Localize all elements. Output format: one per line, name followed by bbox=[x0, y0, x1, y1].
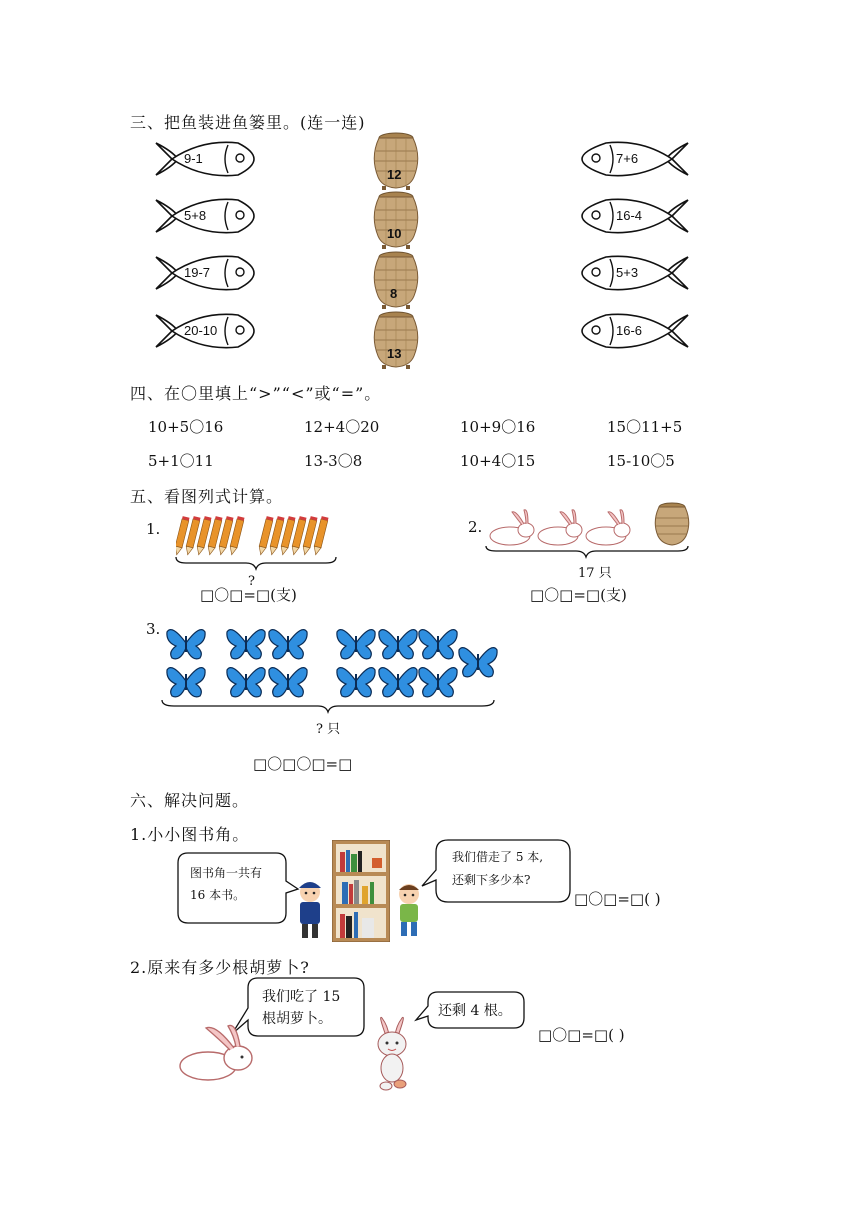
question-mark: ? bbox=[248, 574, 255, 589]
basket-number: 8 bbox=[390, 286, 398, 301]
section5-title: 五、看图列式计算。 bbox=[130, 487, 284, 506]
butterfly-icons bbox=[164, 624, 504, 702]
fish-right-3[interactable] bbox=[580, 251, 692, 295]
problem-number: 3. bbox=[146, 620, 161, 638]
basket-3[interactable] bbox=[370, 250, 422, 310]
brace-icon bbox=[160, 698, 500, 716]
basket-number: 10 bbox=[387, 226, 402, 241]
answer-formula[interactable]: □〇□=□( ) bbox=[574, 890, 661, 908]
fish-label: 5+8 bbox=[184, 208, 207, 223]
fish-label: 9-1 bbox=[184, 151, 203, 166]
fish-right-2[interactable] bbox=[580, 194, 692, 238]
basket-icon bbox=[370, 131, 422, 191]
compare-item[interactable]: 10+4〇15 bbox=[460, 452, 536, 470]
fish-label: 5+3 bbox=[616, 265, 639, 280]
problem-title: 1.小小图书角。 bbox=[130, 825, 250, 844]
compare-item[interactable]: 5+1〇11 bbox=[148, 452, 214, 470]
rabbit-icon bbox=[372, 1016, 414, 1094]
bubble-line: 还剩下多少本? bbox=[452, 873, 531, 887]
bubble-line: 图书角一共有 bbox=[190, 866, 263, 880]
answer-formula[interactable]: □〇□〇□=□ bbox=[253, 755, 353, 773]
problem-title: 2.原来有多少根胡萝卜? bbox=[130, 958, 310, 977]
pencils-group bbox=[176, 515, 336, 559]
rabbit-icon bbox=[176, 1022, 258, 1084]
basket-icon bbox=[370, 310, 422, 370]
fish-label: 16-6 bbox=[616, 323, 643, 338]
bubble-line: 我们吃了 15 bbox=[262, 989, 341, 1005]
rabbit-icons bbox=[486, 508, 634, 548]
fish-icon bbox=[152, 137, 256, 181]
section3-title: 三、把鱼装进鱼篓里。(连一连) bbox=[130, 113, 366, 132]
fish-label: 7+6 bbox=[616, 151, 639, 166]
answer-formula[interactable]: □〇□=□( ) bbox=[538, 1026, 625, 1044]
compare-item[interactable]: 15〇11+5 bbox=[607, 418, 683, 436]
basket-4[interactable] bbox=[370, 310, 422, 370]
basket-icon bbox=[652, 502, 692, 548]
basket-number: 12 bbox=[387, 167, 402, 182]
compare-item[interactable]: 10+5〇16 bbox=[148, 418, 224, 436]
bubble-line: 我们借走了 5 本, bbox=[452, 850, 544, 864]
child-icon bbox=[292, 876, 330, 940]
answer-formula[interactable]: □〇□=□(支) bbox=[200, 586, 297, 604]
fish-label: 19-7 bbox=[184, 265, 211, 280]
question-label: ? 只 bbox=[316, 722, 341, 737]
fish-right-1[interactable] bbox=[580, 137, 692, 181]
compare-item[interactable]: 15-10〇5 bbox=[607, 452, 675, 470]
fish-left-3[interactable] bbox=[152, 251, 256, 295]
fish-right-4[interactable] bbox=[580, 309, 692, 353]
brace-icon bbox=[174, 555, 340, 575]
basket-number: 13 bbox=[387, 346, 402, 361]
fish-left-4[interactable] bbox=[152, 309, 256, 353]
bubble-line: 根胡萝卜。 bbox=[262, 1011, 332, 1027]
basket-icon bbox=[370, 250, 422, 310]
answer-formula[interactable]: □〇□=□(支) bbox=[530, 586, 627, 604]
basket-2[interactable] bbox=[370, 190, 422, 250]
bubble-text: 还剩 4 根。 bbox=[438, 1003, 512, 1019]
compare-item[interactable]: 13-3〇8 bbox=[304, 452, 363, 470]
section6-title: 六、解决问题。 bbox=[130, 791, 250, 810]
compare-item[interactable]: 12+4〇20 bbox=[304, 418, 380, 436]
compare-item[interactable]: 10+9〇16 bbox=[460, 418, 536, 436]
basket-1[interactable] bbox=[370, 131, 422, 191]
problem-number: 1. bbox=[146, 520, 161, 538]
fish-label: 16-4 bbox=[616, 208, 643, 223]
section4-title: 四、在〇里填上“>”“<”或“=”。 bbox=[130, 384, 382, 403]
bubble-line: 16 本书。 bbox=[190, 888, 246, 902]
basket-icon bbox=[370, 190, 422, 250]
pencil-icon bbox=[176, 515, 336, 559]
fish-left-1[interactable] bbox=[152, 137, 256, 181]
bookshelf-icon bbox=[332, 840, 390, 942]
problem-number: 2. bbox=[468, 518, 483, 536]
fish-label: 20-10 bbox=[184, 323, 218, 338]
total-label: 17 只 bbox=[578, 566, 612, 581]
fish-left-2[interactable] bbox=[152, 194, 256, 238]
brace-icon bbox=[484, 544, 692, 560]
